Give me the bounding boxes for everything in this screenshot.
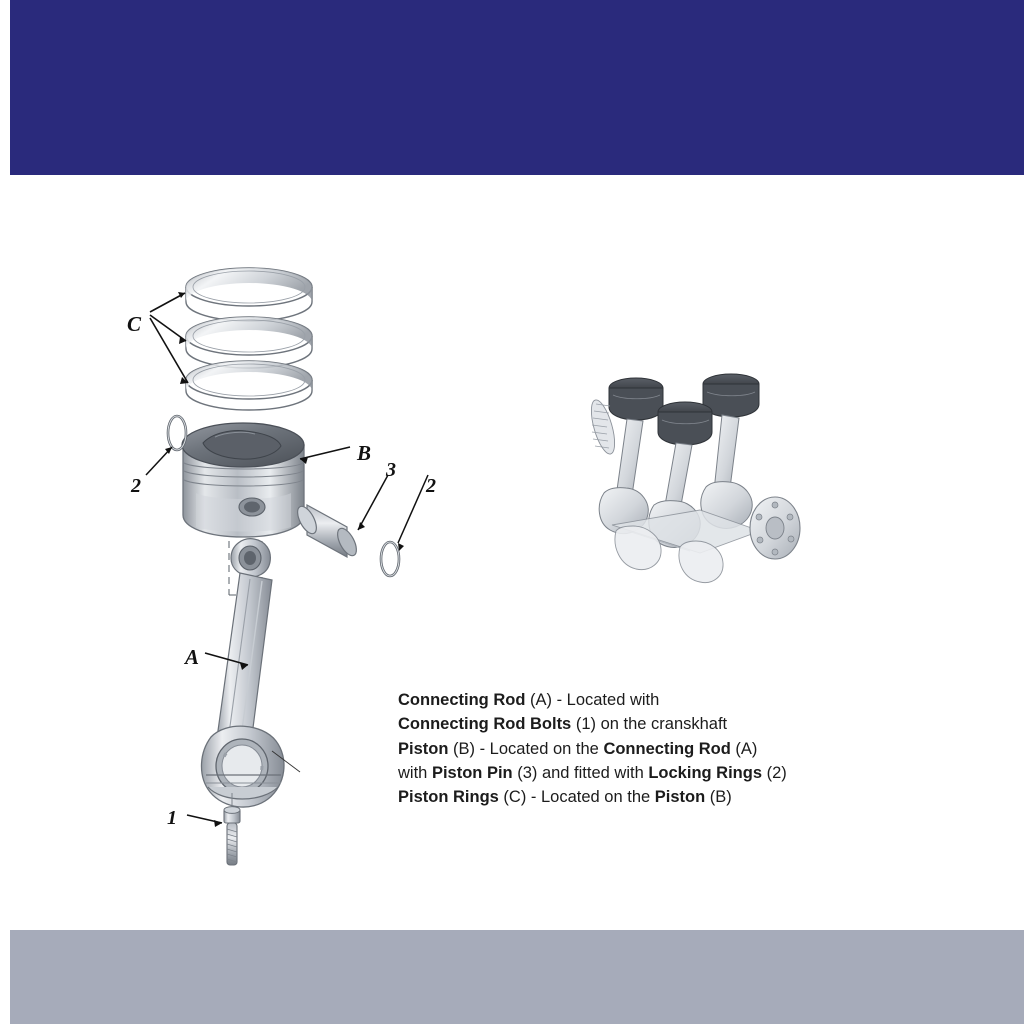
caption-text: (B) - Located on the	[448, 739, 604, 758]
diagram-canvas	[0, 175, 1024, 930]
caption-text: with	[398, 763, 432, 782]
callout-label-c: C	[127, 312, 142, 336]
caption-term: Piston Rings	[398, 788, 499, 807]
caption-line	[398, 785, 868, 809]
caption-line	[398, 688, 868, 712]
callout-label-1: 1	[167, 807, 177, 829]
caption-line	[398, 737, 868, 761]
caption-line	[398, 761, 868, 785]
caption-line	[398, 712, 868, 736]
callout-label-a: A	[185, 645, 200, 669]
piston-ring-3	[186, 361, 312, 410]
callout-label-3: 3	[386, 459, 396, 481]
caption-term: Locking Rings	[648, 763, 763, 782]
caption-term: Piston Pin	[431, 763, 513, 782]
caption-text: (1) on the cranskhaft	[571, 715, 728, 734]
locking-ring-right	[381, 475, 428, 576]
caption-block	[398, 688, 868, 809]
piston-ring-1	[186, 268, 312, 321]
caption-text: (2)	[762, 763, 787, 782]
caption-text: (3) and fitted with	[512, 763, 649, 782]
caption-term: Connecting Rod	[603, 739, 731, 758]
caption-term: Piston	[398, 739, 449, 758]
caption-text: (A) - Located with	[525, 691, 660, 709]
exploded-view-illustration	[0, 175, 1024, 930]
caption-term: Piston	[654, 788, 706, 807]
caption-term: Connecting Rod	[398, 691, 526, 709]
caption-text: (C) - Located on the	[498, 788, 655, 807]
callout-label-2-left: 2	[131, 475, 141, 497]
assembly-piston-mid	[658, 402, 712, 445]
caption-text: (B)	[705, 788, 732, 807]
callout-label-2-right: 2	[426, 475, 436, 497]
locking-ring-left	[146, 416, 186, 475]
header-band	[10, 0, 1024, 175]
footer-band	[10, 930, 1024, 1024]
crankshaft-assembly	[587, 374, 800, 583]
leader-2-right	[398, 475, 428, 543]
connecting-rod-bolt	[187, 807, 240, 865]
callout-label-b: B	[357, 441, 372, 465]
leader-3	[358, 475, 388, 530]
caption-term: Connecting Rod Bolts	[398, 715, 572, 734]
assembly-piston-rear	[609, 378, 663, 420]
piston-rings-group	[150, 268, 312, 410]
connecting-rod	[201, 539, 300, 811]
leader-c-1	[150, 293, 185, 312]
caption-text: (A)	[730, 739, 758, 758]
piston-pin	[294, 475, 388, 559]
